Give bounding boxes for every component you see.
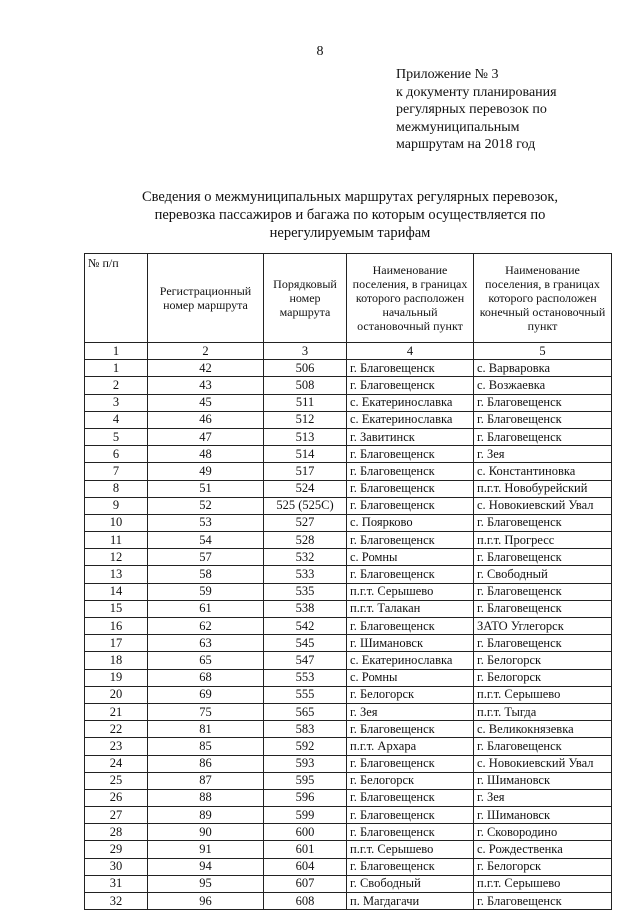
registration-number: 51	[148, 480, 264, 497]
row-index: 8	[85, 480, 148, 497]
table-row	[85, 772, 612, 789]
appendix-line: регулярных перевозок по	[396, 102, 547, 117]
sequence-number: 512	[264, 411, 347, 428]
registration-number: 63	[148, 635, 264, 652]
registration-number: 75	[148, 703, 264, 720]
table-row	[85, 394, 612, 411]
title-line: нерегулируемым тарифам	[269, 225, 431, 241]
end-settlement: г. Шимановск	[474, 772, 612, 789]
registration-number: 81	[148, 721, 264, 738]
start-settlement: г. Благовещенск	[347, 807, 474, 824]
header-sequence-number: Порядковый номер маршрута	[264, 254, 347, 343]
end-settlement: с. Новокиевский Увал	[474, 497, 612, 514]
start-settlement: с. Поярково	[347, 514, 474, 531]
table-row	[85, 532, 612, 549]
registration-number: 48	[148, 446, 264, 463]
sequence-number: 608	[264, 893, 347, 910]
row-index: 30	[85, 858, 148, 875]
table-row	[85, 377, 612, 394]
document-title	[120, 188, 580, 242]
end-settlement: г. Благовещенск	[474, 394, 612, 411]
start-settlement: г. Благовещенск	[347, 858, 474, 875]
start-settlement: г. Свободный	[347, 875, 474, 892]
registration-number: 45	[148, 394, 264, 411]
row-index: 22	[85, 721, 148, 738]
registration-number: 47	[148, 428, 264, 445]
table-row	[85, 721, 612, 738]
sequence-number: 555	[264, 686, 347, 703]
row-index: 12	[85, 549, 148, 566]
start-settlement: п.г.т. Архара	[347, 738, 474, 755]
end-settlement: г. Благовещенск	[474, 583, 612, 600]
row-index: 32	[85, 893, 148, 910]
registration-number: 91	[148, 841, 264, 858]
registration-number: 62	[148, 618, 264, 635]
column-number: 5	[474, 343, 612, 360]
row-index: 14	[85, 583, 148, 600]
sequence-number: 535	[264, 583, 347, 600]
table-row	[85, 652, 612, 669]
start-settlement: п.г.т. Талакан	[347, 600, 474, 617]
table-row	[85, 789, 612, 806]
registration-number: 54	[148, 532, 264, 549]
table-row	[85, 618, 612, 635]
end-settlement: п.г.т. Серышево	[474, 686, 612, 703]
row-index: 7	[85, 463, 148, 480]
end-settlement: г. Благовещенск	[474, 893, 612, 910]
registration-number: 95	[148, 875, 264, 892]
table-row	[85, 635, 612, 652]
row-index: 23	[85, 738, 148, 755]
sequence-number: 553	[264, 669, 347, 686]
start-settlement: г. Завитинск	[347, 428, 474, 445]
start-settlement: г. Зея	[347, 703, 474, 720]
registration-number: 46	[148, 411, 264, 428]
start-settlement: г. Благовещенск	[347, 566, 474, 583]
column-number-row	[85, 343, 612, 360]
end-settlement: п.г.т. Тыгда	[474, 703, 612, 720]
start-settlement: г. Благовещенск	[347, 532, 474, 549]
row-index: 15	[85, 600, 148, 617]
table-row	[85, 514, 612, 531]
start-settlement: г. Благовещенск	[347, 721, 474, 738]
end-settlement: с. Рождественка	[474, 841, 612, 858]
table-row	[85, 893, 612, 910]
table-body	[85, 360, 612, 910]
start-settlement: г. Благовещенск	[347, 480, 474, 497]
appendix-line: Приложение № 3	[396, 67, 499, 82]
row-index: 21	[85, 703, 148, 720]
table-row	[85, 686, 612, 703]
registration-number: 69	[148, 686, 264, 703]
sequence-number: 593	[264, 755, 347, 772]
row-index: 9	[85, 497, 148, 514]
row-index: 4	[85, 411, 148, 428]
row-index: 3	[85, 394, 148, 411]
start-settlement: п. Магдагачи	[347, 893, 474, 910]
row-index: 16	[85, 618, 148, 635]
end-settlement: п.г.т. Серышево	[474, 875, 612, 892]
start-settlement: г. Благовещенск	[347, 824, 474, 841]
title-line: перевозка пассажиров и багажа по которым осуществляется по	[154, 207, 546, 223]
end-settlement: с. Новокиевский Увал	[474, 755, 612, 772]
sequence-number: 513	[264, 428, 347, 445]
end-settlement: г. Шимановск	[474, 807, 612, 824]
sequence-number: 511	[264, 394, 347, 411]
start-settlement: г. Благовещенск	[347, 377, 474, 394]
end-settlement: г. Благовещенск	[474, 600, 612, 617]
end-settlement: г. Белогорск	[474, 669, 612, 686]
end-settlement: г. Свободный	[474, 566, 612, 583]
sequence-number: 592	[264, 738, 347, 755]
header-end-settlement: Наименование поселения, в границах которого расположен конечный остановочный пункт	[474, 254, 612, 343]
table-row	[85, 824, 612, 841]
registration-number: 87	[148, 772, 264, 789]
table-row	[85, 411, 612, 428]
end-settlement: г. Благовещенск	[474, 428, 612, 445]
end-settlement: с. Великокнязевка	[474, 721, 612, 738]
start-settlement: г. Благовещенск	[347, 755, 474, 772]
end-settlement: п.г.т. Новобурейский	[474, 480, 612, 497]
routes-table	[84, 253, 612, 910]
start-settlement: г. Шимановск	[347, 635, 474, 652]
start-settlement: г. Благовещенск	[347, 789, 474, 806]
start-settlement: г. Благовещенск	[347, 497, 474, 514]
row-index: 13	[85, 566, 148, 583]
page-number: 8	[316, 44, 324, 59]
table-row	[85, 549, 612, 566]
registration-number: 59	[148, 583, 264, 600]
end-settlement: п.г.т. Прогресс	[474, 532, 612, 549]
sequence-number: 506	[264, 360, 347, 377]
column-number: 2	[148, 343, 264, 360]
table-row	[85, 480, 612, 497]
start-settlement: с. Екатеринославка	[347, 411, 474, 428]
registration-number: 61	[148, 600, 264, 617]
table-row	[85, 738, 612, 755]
registration-number: 58	[148, 566, 264, 583]
row-index: 28	[85, 824, 148, 841]
sequence-number: 542	[264, 618, 347, 635]
end-settlement: с. Варваровка	[474, 360, 612, 377]
table-row	[85, 497, 612, 514]
sequence-number: 508	[264, 377, 347, 394]
column-number: 3	[264, 343, 347, 360]
registration-number: 89	[148, 807, 264, 824]
registration-number: 94	[148, 858, 264, 875]
registration-number: 68	[148, 669, 264, 686]
end-settlement: с. Возжаевка	[474, 377, 612, 394]
table-row	[85, 463, 612, 480]
table-row	[85, 669, 612, 686]
registration-number: 42	[148, 360, 264, 377]
sequence-number: 528	[264, 532, 347, 549]
table-row	[85, 703, 612, 720]
sequence-number: 514	[264, 446, 347, 463]
table-row	[85, 841, 612, 858]
table-row	[85, 875, 612, 892]
sequence-number: 583	[264, 721, 347, 738]
row-index: 18	[85, 652, 148, 669]
registration-number: 90	[148, 824, 264, 841]
registration-number: 43	[148, 377, 264, 394]
start-settlement: г. Благовещенск	[347, 463, 474, 480]
row-index: 5	[85, 428, 148, 445]
sequence-number: 538	[264, 600, 347, 617]
table-row	[85, 858, 612, 875]
row-index: 1	[85, 360, 148, 377]
table-row	[85, 566, 612, 583]
end-settlement: г. Благовещенск	[474, 514, 612, 531]
table-row	[85, 446, 612, 463]
registration-number: 53	[148, 514, 264, 531]
row-index: 19	[85, 669, 148, 686]
sequence-number: 547	[264, 652, 347, 669]
sequence-number: 600	[264, 824, 347, 841]
start-settlement: с. Ромны	[347, 549, 474, 566]
registration-number: 96	[148, 893, 264, 910]
start-settlement: г. Благовещенск	[347, 618, 474, 635]
sequence-number: 607	[264, 875, 347, 892]
sequence-number: 565	[264, 703, 347, 720]
appendix-line: маршрутам на 2018 год	[396, 137, 536, 152]
end-settlement: г. Белогорск	[474, 858, 612, 875]
appendix-line: межмуниципальным	[396, 119, 520, 135]
row-index: 27	[85, 807, 148, 824]
appendix-note	[396, 66, 626, 154]
end-settlement: с. Константиновка	[474, 463, 612, 480]
sequence-number: 533	[264, 566, 347, 583]
start-settlement: с. Ромны	[347, 669, 474, 686]
row-index: 25	[85, 772, 148, 789]
end-settlement: г. Благовещенск	[474, 738, 612, 755]
table-row	[85, 428, 612, 445]
table-row	[85, 583, 612, 600]
sequence-number: 524	[264, 480, 347, 497]
sequence-number: 532	[264, 549, 347, 566]
row-index: 2	[85, 377, 148, 394]
sequence-number: 601	[264, 841, 347, 858]
sequence-number: 596	[264, 789, 347, 806]
appendix-line: к документу планирования	[396, 84, 557, 100]
table-row	[85, 360, 612, 377]
sequence-number: 599	[264, 807, 347, 824]
row-index: 29	[85, 841, 148, 858]
registration-number: 88	[148, 789, 264, 806]
column-number: 4	[347, 343, 474, 360]
row-index: 17	[85, 635, 148, 652]
start-settlement: п.г.т. Серышево	[347, 841, 474, 858]
table-row	[85, 807, 612, 824]
start-settlement: г. Благовещенск	[347, 360, 474, 377]
sequence-number: 595	[264, 772, 347, 789]
end-settlement: г. Зея	[474, 446, 612, 463]
header-index: № п/п	[85, 254, 148, 343]
end-settlement: г. Благовещенск	[474, 411, 612, 428]
header-registration-number: Регистрационный номер маршрута	[148, 254, 264, 343]
registration-number: 65	[148, 652, 264, 669]
row-index: 20	[85, 686, 148, 703]
table-header-row	[85, 254, 612, 343]
start-settlement: г. Белогорск	[347, 686, 474, 703]
column-number: 1	[85, 343, 148, 360]
start-settlement: г. Благовещенск	[347, 446, 474, 463]
row-index: 31	[85, 875, 148, 892]
end-settlement: ЗАТО Углегорск	[474, 618, 612, 635]
registration-number: 52	[148, 497, 264, 514]
sequence-number: 525 (525С)	[264, 497, 347, 514]
start-settlement: с. Екатеринославка	[347, 394, 474, 411]
end-settlement: г. Белогорск	[474, 652, 612, 669]
start-settlement: г. Белогорск	[347, 772, 474, 789]
end-settlement: г. Благовещенск	[474, 549, 612, 566]
row-index: 11	[85, 532, 148, 549]
start-settlement: п.г.т. Серышево	[347, 583, 474, 600]
start-settlement: с. Екатеринославка	[347, 652, 474, 669]
registration-number: 86	[148, 755, 264, 772]
sequence-number: 604	[264, 858, 347, 875]
end-settlement: г. Сковородино	[474, 824, 612, 841]
registration-number: 49	[148, 463, 264, 480]
end-settlement: г. Зея	[474, 789, 612, 806]
row-index: 6	[85, 446, 148, 463]
sequence-number: 527	[264, 514, 347, 531]
end-settlement: г. Благовещенск	[474, 635, 612, 652]
title-line: Сведения о межмуниципальных маршрутах регулярных перевозок,	[141, 189, 559, 205]
registration-number: 57	[148, 549, 264, 566]
row-index: 26	[85, 789, 148, 806]
header-start-settlement: Наименование поселения, в границах которого расположен начальный остановочный пункт	[347, 254, 474, 343]
row-index: 10	[85, 514, 148, 531]
registration-number: 85	[148, 738, 264, 755]
row-index: 24	[85, 755, 148, 772]
sequence-number: 545	[264, 635, 347, 652]
sequence-number: 517	[264, 463, 347, 480]
table-row	[85, 755, 612, 772]
table-row	[85, 600, 612, 617]
